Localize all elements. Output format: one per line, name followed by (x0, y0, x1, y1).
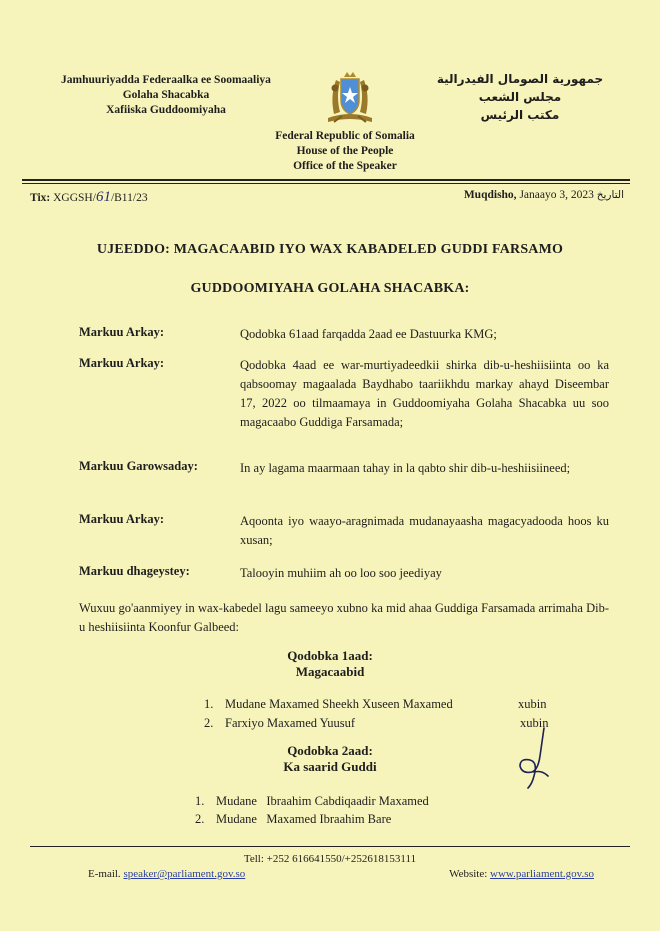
letterhead-english (255, 129, 435, 174)
reference-suffix: /B11/23 (110, 192, 148, 204)
list-item-name: Mudane Ibraahim Cabdiqaadir Maxamed (216, 794, 429, 808)
recital-label: Markuu Garowsaday: (79, 459, 198, 473)
footer-website (449, 868, 594, 880)
article-subheading: Ka saarid Guddi (283, 759, 377, 774)
somalia-coat-of-arms-icon (314, 66, 386, 130)
footer-website-label: Website: (449, 868, 488, 880)
list-item-name: Mudane Maxamed Ibraahim Bare (216, 812, 392, 826)
letterhead-somali (36, 73, 296, 118)
dateline-arabic-label: التاريخ (596, 189, 624, 201)
dateline (464, 189, 624, 201)
list-item-number: 1. (204, 697, 214, 711)
recital-text: Qodobka 61aad farqadda 2aad ee Dastuurka KMG; (240, 327, 497, 341)
list-item-number: 2. (204, 716, 214, 730)
recital-text: Aqoonta iyo waayo-aragnimada mudanayaasha magacyadooda hoos ku xusan; (240, 514, 609, 547)
letterhead-arabic-line: مجلس الشعب (478, 90, 562, 104)
subject-line: GUDDOOMIYAHA GOLAHA SHACABKA: (190, 281, 470, 296)
reference-number (30, 189, 148, 206)
footer-email (88, 868, 245, 880)
list-item-number: 2. (195, 812, 205, 826)
recital-label: Markuu Arkay: (79, 512, 165, 526)
member-role: xubin (518, 697, 547, 711)
recital-text: In ay lagama maarmaan tahay in la qabto shir dib-u-heshiisiineed; (240, 461, 571, 475)
footer-phone: Tell: +252 616641550/+252618153111 (243, 853, 417, 865)
letterhead-arabic-line: مكتب الرئيس (480, 108, 560, 122)
reference-handwritten-number: 61 (95, 189, 111, 205)
letterhead-somali-line: Xafiiska Guddoomiyaha (106, 104, 226, 116)
letterhead-somali-line: Jamhuuriyadda Federaalka ee Soomaaliya (61, 74, 271, 86)
recital-label: Markuu dhageystey: (79, 564, 190, 578)
recital-text: Talooyin muhiim ah oo loo soo jeediyay (240, 566, 442, 580)
footer-divider (30, 846, 630, 847)
article-heading: Qodobka 1aad: (287, 648, 373, 663)
dateline-city: Muqdisho, (463, 189, 517, 201)
header-divider-thin (22, 183, 630, 184)
dateline-date: Janaayo 3, 2023 (519, 189, 594, 201)
letterhead-english-line: Federal Republic of Somalia (275, 130, 415, 142)
recital-text: Qodobka 4aad ee war-murtiyadeedkii shirka dib-u-heshiisiinta oo ka qabsoomay magaalada Baydhabo taariikhdu markay ahayd Diseembar 17, 2022 oo tilmaamaya in Guddoomiyaha Golaha Shacabka uu soo magacaabo Guddiga Farsamada; (240, 358, 609, 429)
letterhead-arabic-line: جمهورية الصومال الفيدرالية (436, 72, 604, 86)
footer-email-link[interactable]: speaker@parliament.gov.so (123, 868, 246, 880)
header-divider (22, 179, 630, 181)
member-role: xubin (520, 716, 549, 730)
letterhead-arabic (420, 70, 620, 124)
letterhead-english-line: Office of the Speaker (293, 160, 397, 172)
letterhead-english-line: House of the People (296, 145, 394, 157)
list-item-name: Mudane Maxamed Sheekh Xuseen Maxamed (225, 697, 453, 711)
recital-label: Markuu Arkay: (79, 325, 165, 339)
article-subheading: Magacaabid (295, 664, 365, 679)
article-heading: Qodobka 2aad: (287, 743, 373, 758)
subject-line: UJEEDDO: MAGACAABID IYO WAX KABADELED GUDDI FARSAMO (96, 242, 564, 257)
list-item-name: Farxiyo Maxamed Yuusuf (225, 716, 356, 730)
recital-label: Markuu Arkay: (79, 356, 165, 370)
list-item-number: 1. (195, 794, 205, 808)
letterhead-somali-line: Golaha Shacabka (122, 89, 210, 101)
footer-email-label: E-mail. (88, 868, 121, 880)
reference-label: Tix: (30, 192, 51, 204)
footer-website-link[interactable]: www.parliament.gov.so (490, 868, 594, 880)
reference-prefix: XGGSH/ (53, 192, 96, 204)
decision-paragraph: Wuxuu go'aanmiyey in wax-kabedel lagu sameeyo xubno ka mid ahaa Guddiga Farsamada arrimaha Dib- u heshiisiinta Koonfur Galbeed: (79, 601, 609, 634)
